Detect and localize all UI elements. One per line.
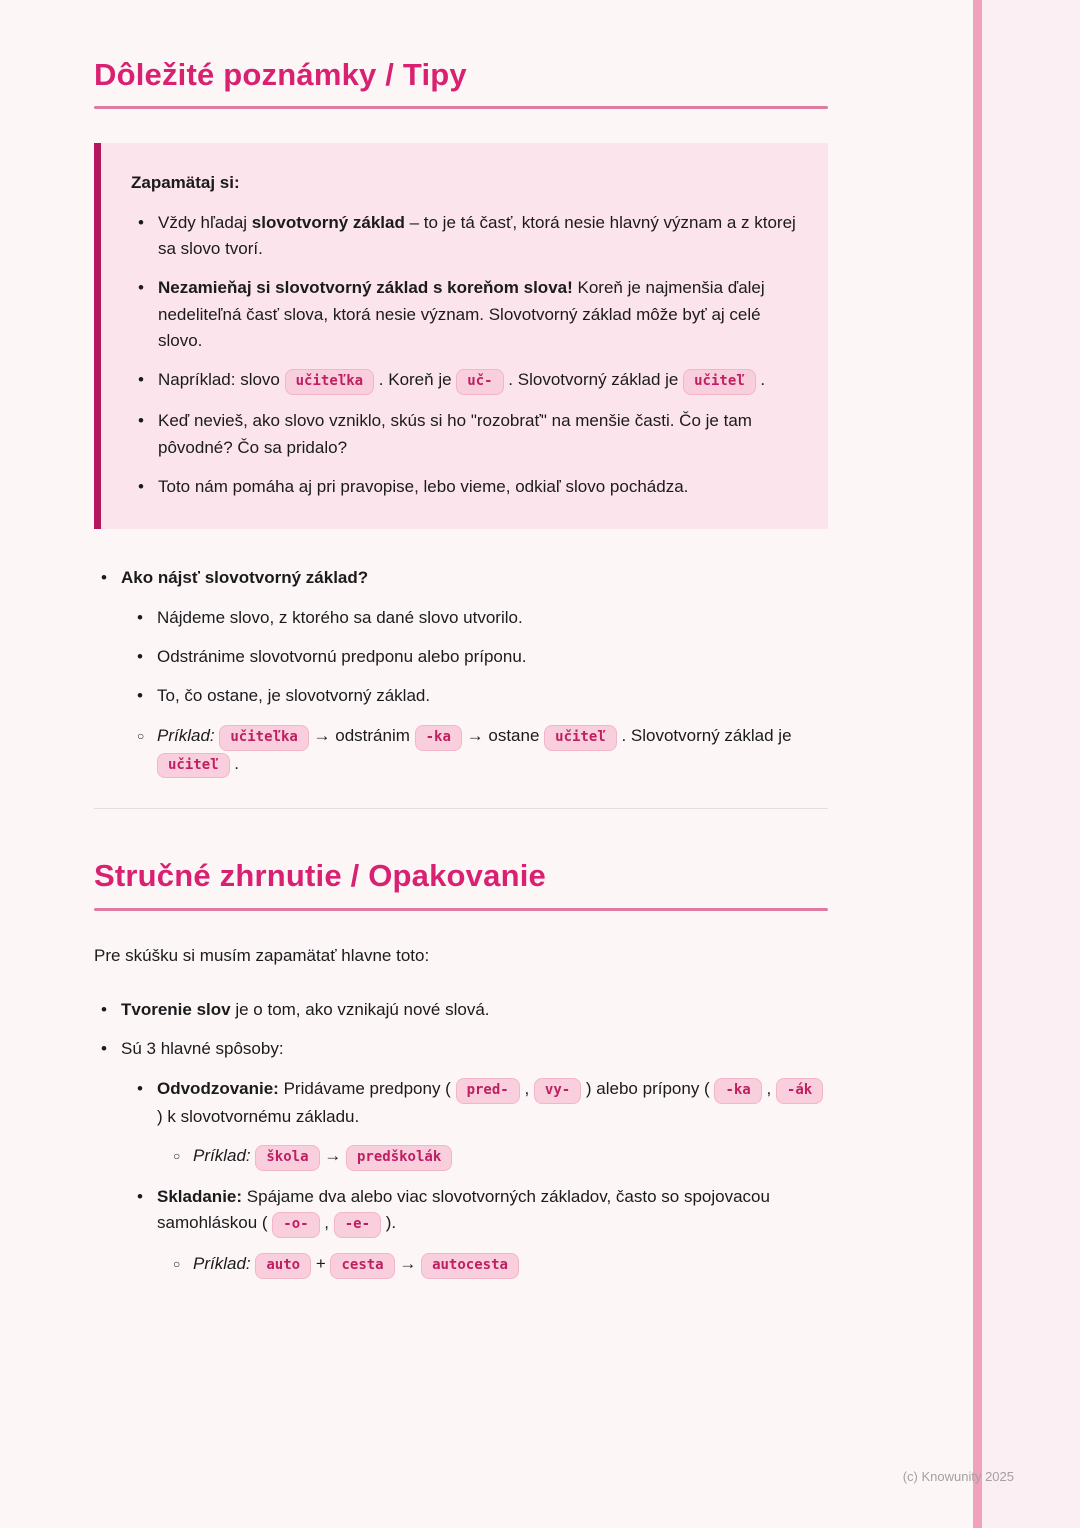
text-segment: Pridávame predpony ( (278, 1078, 456, 1098)
bullet-marker: • (101, 568, 107, 588)
code-token: učiteľka (219, 725, 308, 751)
notes-list (94, 565, 828, 778)
section-summary (94, 857, 828, 1278)
page-right-margin (982, 0, 1080, 1528)
list-item (166, 1251, 828, 1279)
text-segment: Spájame dva alebo viac slovotvorných základov, často so spojovacou samohláskou ( (157, 1186, 770, 1233)
text-segment: ) k slovotvornému základu. (157, 1106, 360, 1126)
list-item-text (157, 683, 828, 709)
list-item (131, 210, 798, 263)
list-item-text (158, 367, 798, 395)
section-divider (94, 808, 828, 809)
code-token: -e- (334, 1212, 381, 1238)
list-item-text (158, 408, 798, 461)
text-segment: Ako nájsť slovotvorný základ? (121, 568, 369, 588)
callout-box (94, 143, 828, 529)
text-segment: ) alebo prípony ( (581, 1078, 715, 1098)
code-token: učiteľ (544, 725, 617, 751)
list-item-text (157, 1076, 828, 1130)
list-item (131, 474, 798, 500)
list-item-text (158, 275, 798, 354)
list-item (130, 683, 828, 709)
list-item (130, 1076, 828, 1130)
bullet-marker: • (137, 1186, 143, 1206)
bullet-marker: • (137, 607, 143, 627)
list-item-text (121, 1036, 828, 1062)
bullet-marker: • (138, 370, 144, 390)
text-segment: Odvodzovanie: (157, 1078, 279, 1098)
notes-title: Dôležité poznámky / Tipy (94, 57, 467, 92)
bullet-marker: ○ (173, 1257, 181, 1272)
list-item (130, 605, 828, 631)
code-token: predškolák (346, 1145, 452, 1171)
text-segment: Keď nevieš, ako slovo vzniklo, skús si ho "rozobrať" na menšie časti. Čo je tam pôvodné? Čo sa pridalo? (158, 411, 752, 457)
text-segment: Napríklad: slovo (158, 370, 285, 390)
summary-intro: Pre skúšku si musím zapamätať hlavne toto: (94, 945, 430, 965)
text-segment: Odstránime slovotvornú predponu alebo príponu. (157, 647, 527, 667)
text-segment: Koreň je najmenšia ďalej nedeliteľná časť slova, ktorá nesie význam. Slovotvorný základ môže byť aj celé slovo. (158, 278, 765, 351)
text-segment: Príklad: (157, 725, 215, 745)
text-segment: Príklad: (193, 1145, 251, 1165)
text-segment: . (755, 370, 766, 390)
text-segment: + (311, 1254, 331, 1274)
code-token: učiteľ (157, 753, 230, 779)
document-page (94, 0, 828, 1292)
text-segment: → odstránim (308, 725, 415, 745)
text-segment: Sú 3 hlavné spôsoby: (121, 1039, 284, 1059)
text-segment: je o tom, ako vznikajú nové slová. (230, 1000, 490, 1020)
code-token: auto (255, 1253, 311, 1279)
text-segment: Vždy hľadaj (158, 212, 252, 232)
list-item (130, 644, 828, 670)
text-segment: To, čo ostane, je slovotvorný základ. (157, 686, 431, 706)
bullet-marker: • (137, 686, 143, 706)
text-segment: ). (381, 1213, 397, 1233)
list-item (166, 1143, 828, 1171)
bullet-marker: • (138, 212, 144, 232)
bullet-marker: • (137, 1078, 143, 1098)
list-item (131, 408, 798, 461)
text-segment: Príklad: (193, 1254, 251, 1274)
code-token: -ka (415, 725, 462, 751)
code-token: učiteľka (285, 369, 374, 395)
text-segment: → (394, 1254, 422, 1274)
text-segment: . (229, 753, 240, 773)
title-underline (94, 908, 828, 911)
bullet-marker: • (101, 1000, 107, 1020)
bullet-marker: • (101, 1039, 107, 1059)
code-token: uč- (456, 369, 503, 395)
text-segment: Tvorenie slov (121, 1000, 231, 1020)
list-item (94, 997, 828, 1023)
text-segment: , (761, 1078, 776, 1098)
list-item-text (157, 644, 828, 670)
text-segment: – to je tá časť, ktorá nesie hlavný význam a z ktorej sa slovo tvorí. (158, 212, 796, 259)
bullet-marker: • (138, 411, 144, 431)
text-segment: . Slovotvorný základ je (503, 370, 684, 390)
bullet-marker: ○ (137, 728, 145, 743)
summary-title: Stručné zhrnutie / Opakovanie (94, 858, 546, 894)
text-segment: , (519, 1078, 534, 1098)
code-token: pred- (456, 1078, 520, 1104)
list-item (130, 723, 828, 779)
list-item-text (193, 1143, 828, 1171)
list-item-text (121, 565, 828, 591)
list-item-text (158, 210, 798, 263)
bullet-marker: • (138, 278, 144, 298)
code-token: -ka (714, 1078, 761, 1104)
bullet-marker: • (138, 476, 144, 496)
code-token: vy- (534, 1078, 581, 1104)
text-segment: Nájdeme slovo, z ktorého sa dané slovo utvorilo. (157, 607, 523, 627)
list-item-text (157, 1184, 828, 1238)
code-token: autocesta (421, 1253, 519, 1279)
text-segment: . Koreň je (374, 370, 457, 390)
list-item (94, 565, 828, 591)
list-item-text (157, 605, 828, 631)
code-token: škola (255, 1145, 319, 1171)
summary-list (94, 997, 828, 1279)
section-important-notes (94, 56, 828, 778)
text-segment: Nezamieňaj si slovotvorný základ s koreňom slova! (158, 278, 573, 298)
bullet-marker: • (137, 647, 143, 667)
list-item (131, 367, 798, 395)
list-item (94, 1036, 828, 1062)
text-segment: . Slovotvorný základ je (616, 725, 792, 745)
text-segment: Skladanie: (157, 1186, 243, 1206)
code-token: učiteľ (683, 369, 756, 395)
list-item-text (193, 1251, 828, 1279)
callout-heading: Zapamätaj si: (131, 173, 240, 193)
title-underline (94, 106, 828, 109)
callout-list (131, 210, 798, 501)
text-segment: slovotvorný základ (251, 212, 405, 232)
code-token: -ák (776, 1078, 823, 1104)
list-item (130, 1184, 828, 1238)
list-item-text (121, 997, 828, 1023)
code-token: -o- (272, 1212, 319, 1238)
list-item-text (158, 474, 798, 500)
text-segment: → ostane (461, 725, 545, 745)
text-segment: → (319, 1145, 346, 1165)
page-edge-stripe (973, 0, 982, 1528)
bullet-marker: ○ (173, 1148, 181, 1163)
list-item (131, 275, 798, 354)
footer-credit: (c) Knowunity 2025 (902, 1469, 1014, 1484)
text-segment: , (319, 1213, 334, 1233)
code-token: cesta (330, 1253, 394, 1279)
text-segment: Toto nám pomáha aj pri pravopise, lebo vieme, odkiaľ slovo pochádza. (158, 476, 689, 496)
list-item-text (157, 723, 828, 779)
